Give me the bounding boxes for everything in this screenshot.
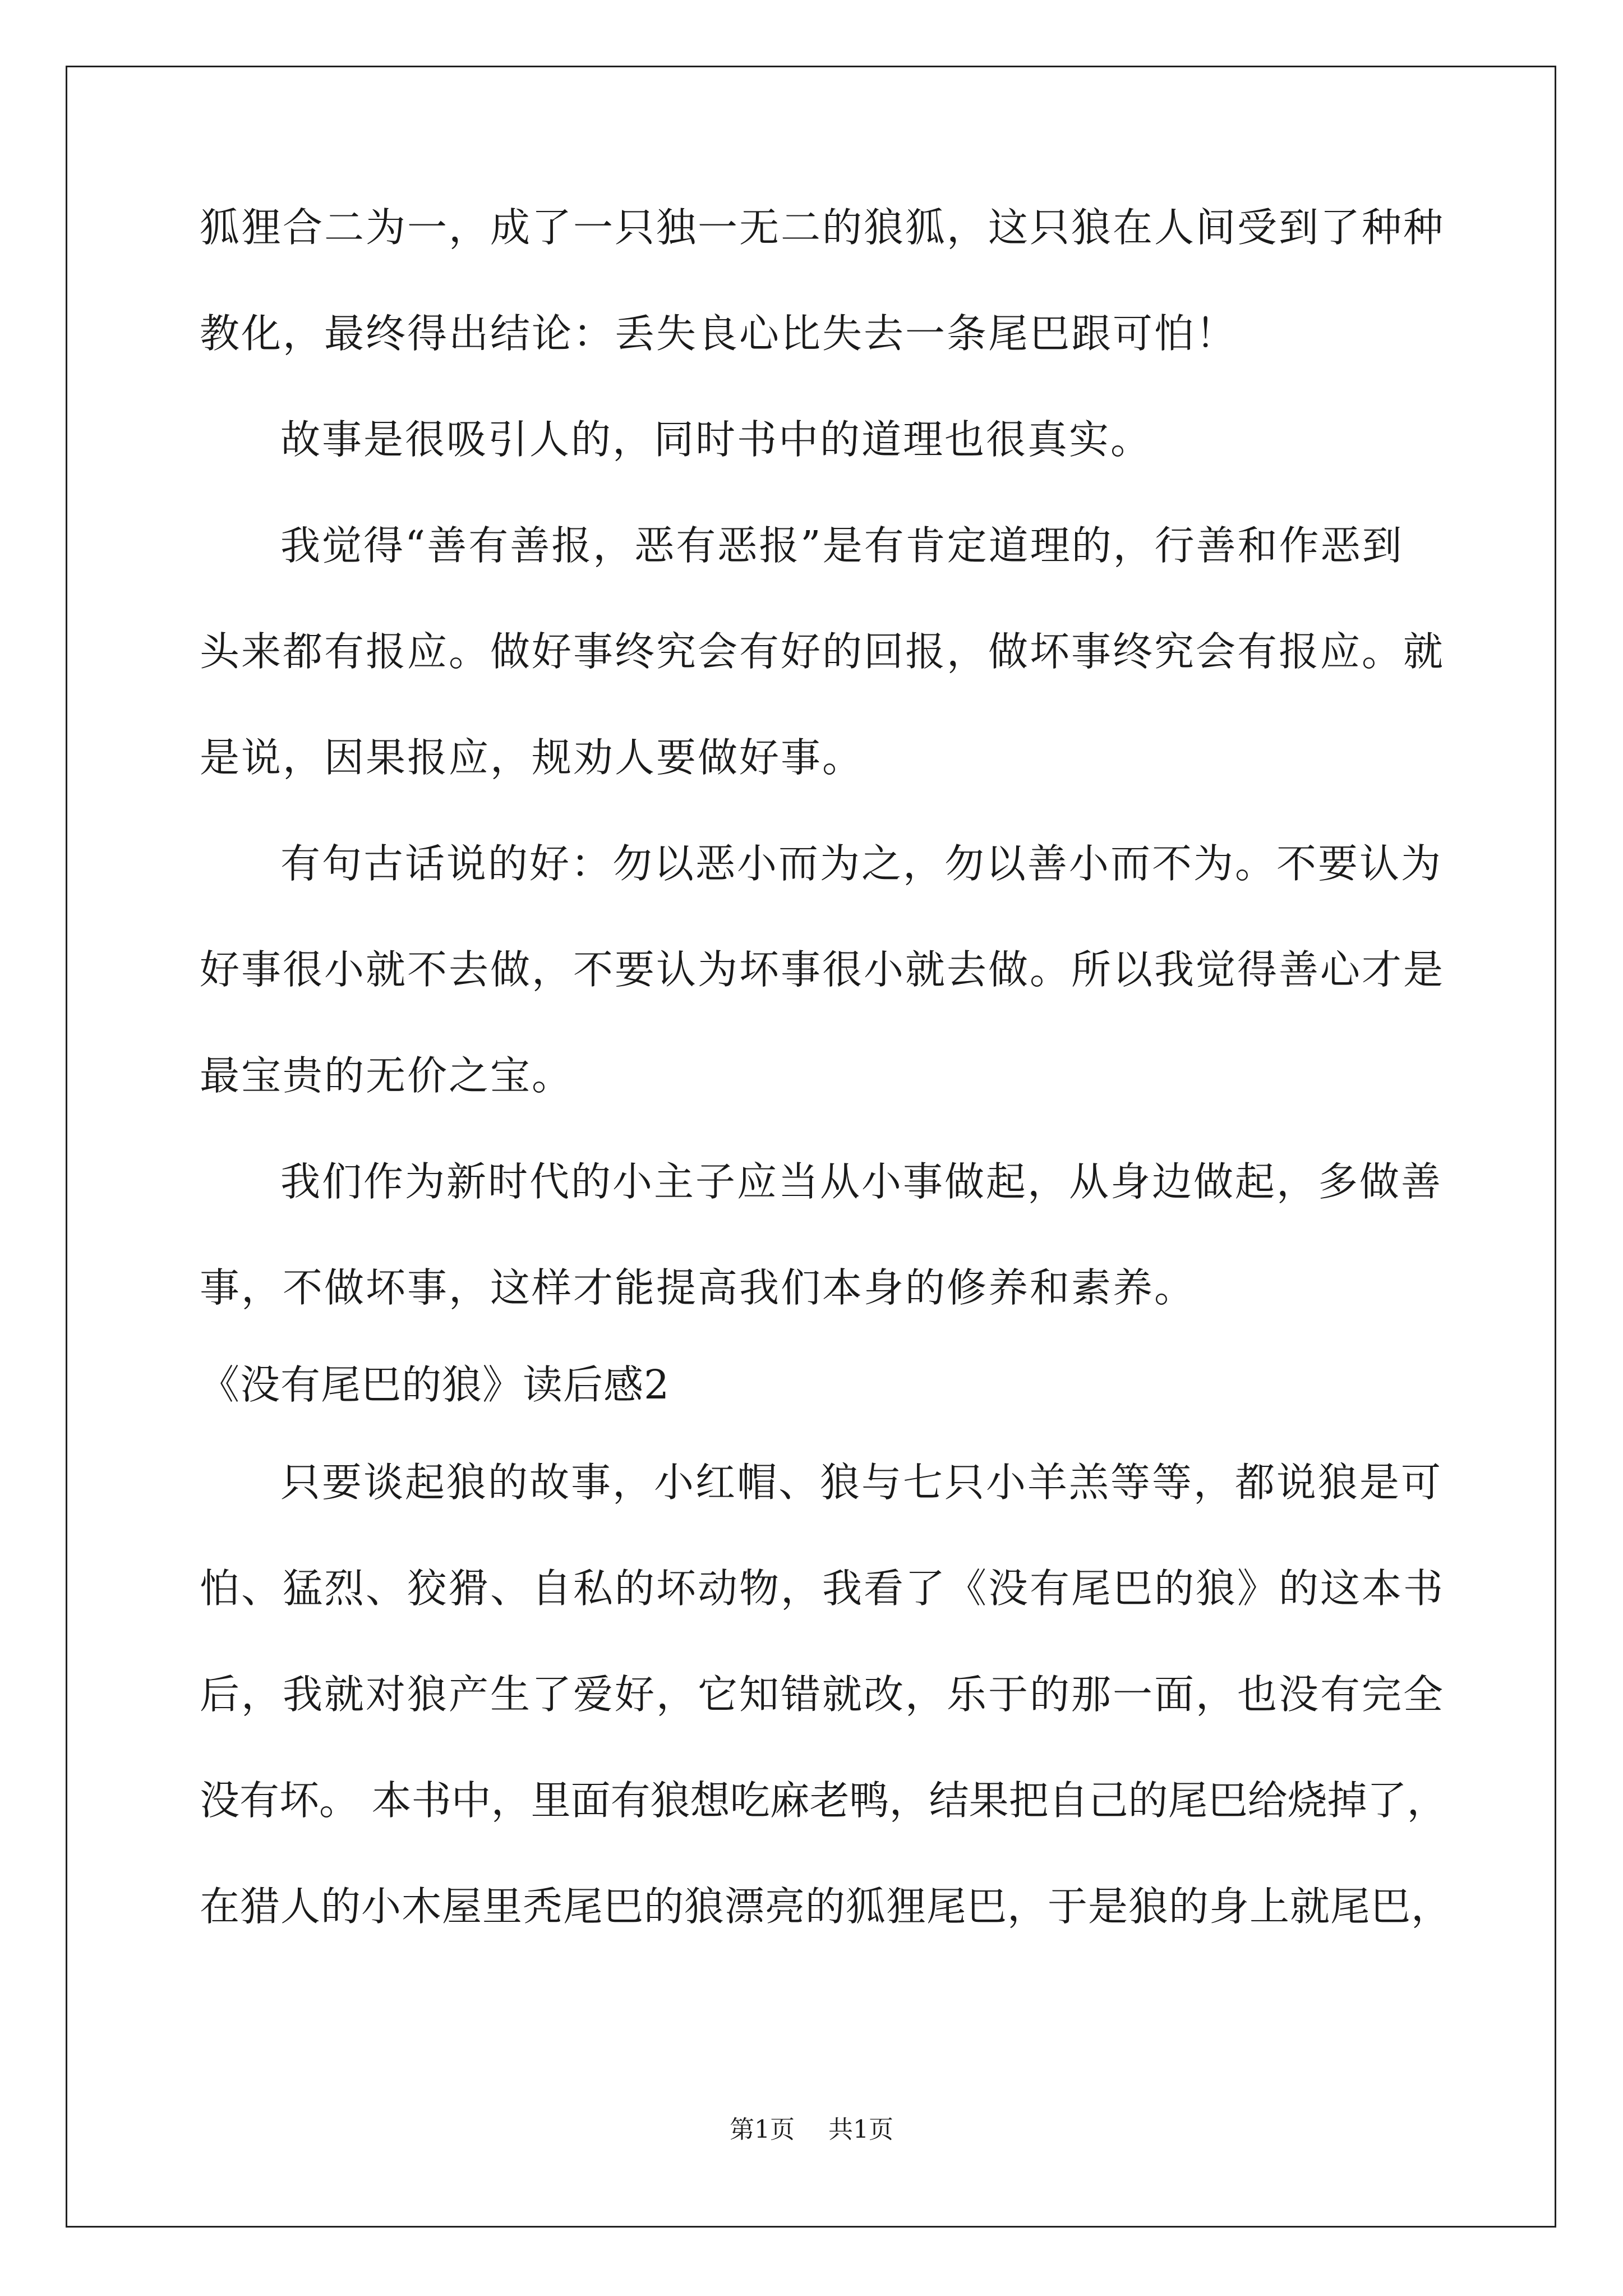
text-line: 怕、猛烈、狡猾、自私的坏动物，我看了《没有尾巴的狼》的这本书: [200, 1565, 1445, 1612]
text-line: 教化，最终得出结论：丢失良心比失去一条尾巴跟可怕！: [200, 310, 1238, 357]
paragraph-start: 只要谈起狼的故事，小红帽、狼与七只小羊羔等等，都说狼是可: [280, 1459, 1443, 1506]
page-number: 第1页: [730, 2115, 795, 2144]
paragraph-start: 故事是很吸引人的，同时书中的道理也很真实。: [280, 416, 1152, 463]
text-line: 是说，因果报应，规劝人要做好事。: [200, 734, 864, 781]
text-line: 狐狸合二为一，成了一只独一无二的狼狐，这只狼在人间受到了种种: [200, 204, 1445, 251]
page-footer: [0, 2115, 1623, 2144]
text-line: 好事很小就不去做，不要认为坏事很小就去做。所以我觉得善心才是: [200, 946, 1445, 993]
paragraph-start: 我们作为新时代的小主子应当从小事做起，从身边做起，多做善: [280, 1158, 1443, 1205]
text-line: 没有坏。 本书中，里面有狼想吃麻老鸭，结果把自己的尾巴给烧掉了，: [200, 1777, 1447, 1824]
text-line: 事，不做坏事，这样才能提高我们本身的修养和素养。: [200, 1264, 1196, 1311]
section-heading: 《没有尾巴的狼》读后感2: [200, 1361, 670, 1408]
page-total: 共1页: [828, 2115, 893, 2144]
text-line: 在猎人的小木屋里秃尾巴的狼漂亮的狐狸尾巴，于是狼的身上就尾巴，: [200, 1883, 1452, 1930]
paragraph-start: 有句古话说的好：勿以恶小而为之，勿以善小而不为。不要认为: [280, 840, 1443, 887]
text-line: 后，我就对狼产生了爱好，它知错就改，乐于的那一面，也没有完全: [200, 1671, 1445, 1718]
paragraph-start: 我觉得“善有善报，恶有恶报”是有肯定道理的，行善和作恶到: [280, 522, 1404, 569]
text-line: 头来都有报应。做好事终究会有好的回报，做坏事终究会有报应。就: [200, 628, 1445, 675]
text-line: 最宝贵的无价之宝。: [200, 1052, 574, 1099]
